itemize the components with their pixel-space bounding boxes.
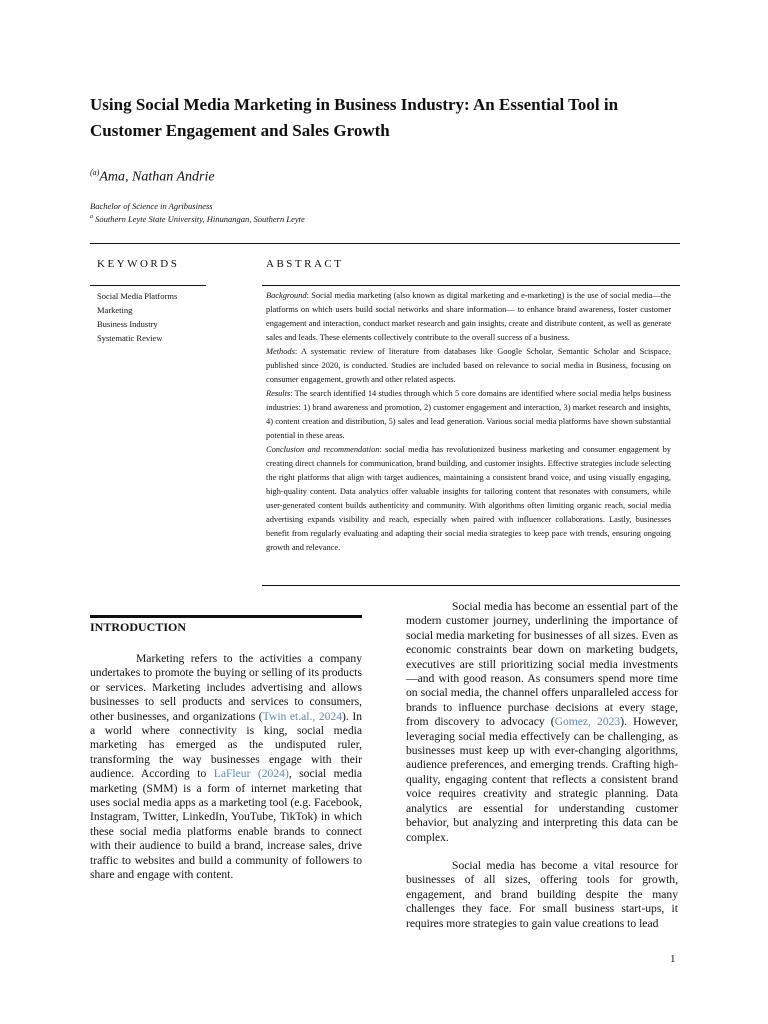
body-paragraph xyxy=(406,600,678,845)
abstract-results xyxy=(266,387,671,443)
top-rule xyxy=(90,243,680,244)
affiliation-program: Bachelor of Science in Agribusiness xyxy=(90,201,213,211)
citation-link[interactable]: Twin et.al., 2024 xyxy=(262,709,343,723)
introduction-column xyxy=(90,652,362,883)
author-line xyxy=(90,168,215,186)
abstract-body xyxy=(266,289,671,555)
abstract-background xyxy=(266,289,671,345)
paragraph-text: Social media has become an essential part of the modern customer journey, underlining the importance of social media marketing for businesses of all sizes. Even as economic constraints bear down on marketing budgets, executives are still prioritizing social media investments—and with good reason. As consumers spend more time on social media, the channel offers unparalleled access for brands to influence purchase decisions at every stage, from discovery to advocacy ( xyxy=(406,600,678,729)
keywords-heading: KEYWORDS xyxy=(97,258,180,270)
paragraph-text: ). However, leveraging social media effectively can be challenging, as businesses must keep up with ever-changing algorithms, audience preferences, and emerging trends. Crafting high-quality, engaging content that reflects a consistent brand voice requires creativity and strategic planning. Data analytics are essential for understanding customer behavior, but analyzing and interpreting this data can be complex. xyxy=(406,715,678,844)
abstract-heading: ABSTRACT xyxy=(266,258,344,270)
keyword-item: Marketing xyxy=(97,305,133,315)
affiliation-university xyxy=(90,214,305,224)
keyword-item: Social Media Platforms xyxy=(97,291,178,301)
abstract-background-label: Background xyxy=(266,291,307,300)
page-number: 1 xyxy=(670,953,676,965)
introduction-heading: INTRODUCTION xyxy=(90,620,187,634)
paragraph-text: ). In a world where connectivity is king, social media marketing has emerged as the undisputed ruler, transforming the way businesses engage with their audience. According to xyxy=(90,709,362,781)
body-paragraph: Social media has become a vital resource for businesses of all sizes, offering tools for growth, engagement, and brand building despite the many challenges they face. For small business start-ups, it requires more strategies to gain value creations to lead xyxy=(406,858,678,930)
keyword-item: Systematic Review xyxy=(97,333,163,343)
abstract-conclusion xyxy=(266,443,671,555)
author-affiliation-marker: (a) xyxy=(90,168,100,177)
abstract-results-label: Results xyxy=(266,389,291,398)
keywords-list xyxy=(97,289,177,345)
paragraph-text: , social media marketing (SMM) is a form of internet marketing that uses social media apps as a marketing tool (e.g. Facebook, Instagram, Twitter, LinkedIn, YouTube, TikTok) in which these social media platforms enable brands to connect with their audience to build a brand, increase sales, drive traffic to websites and build a community of followers to share and engage with content. xyxy=(90,767,362,882)
abstract-methods-label: Methods xyxy=(266,347,295,356)
abstract-background-text: : Social media marketing (also known as digital marketing and e-marketing) is the use of social media—the platforms on which users build social networks and share information— to enhance brand awareness, foster customer engagement and interaction, conduct market research and gain insights, create and distribute content, as well as generate sales and leads. These elements collectively contribute to the overall success of a business. xyxy=(266,291,671,342)
abstract-conclusion-text: : social media has revolutionized business marketing and consumer engagement by creating direct channels for communication, brand building, and customer insights. Effective strategies include selecting the right platforms that align with target audiences, maintaining a consistent brand voice, and using visually engaging, high-quality content. Data analytics offer valuable insights for tailoring content that resonates with consumers, while user-generated content builds authenticity and community. With algorithms often limiting organic reach, social media advertising expands visibility and reach, especially when paired with influencer collaborations. Lastly, businesses benefit from regularly evaluating and adapting their social media strategies to keep pace with trends, ensuring ongoing growth and relevance. xyxy=(266,445,671,552)
introduction-rule xyxy=(90,615,362,618)
abstract-rule xyxy=(262,285,680,286)
right-column xyxy=(406,600,678,931)
citation-link[interactable]: LaFleur (2024) xyxy=(213,767,289,781)
author-names: Ama, Nathan Andrie xyxy=(99,169,215,185)
affiliation-university-text: Southern Leyte State University, Hinunangan, Southern Leyte xyxy=(95,214,305,224)
affiliation-marker: a xyxy=(90,214,93,221)
introduction-paragraph xyxy=(90,652,362,883)
abstract-methods xyxy=(266,345,671,387)
citation-link[interactable]: Gomez, 2023 xyxy=(554,715,621,729)
keywords-rule xyxy=(90,285,206,286)
abstract-results-text: : The search identified 14 studies through which 5 core domains are identified where social media helps business industries: 1) brand awareness and promotion, 2) customer engagement and interaction, 3) market research and insights, 4) content creation and distribution, 5) sales and lead generation. Various social media platforms have shown substantial potential in these areas. xyxy=(266,389,671,440)
paragraph-text: Marketing refers to the activities a company undertakes to promote the buying or selling of its products or services. Marketing includes advertising and allows businesses to sell products and services to consumers, other businesses, and organizations ( xyxy=(90,652,362,723)
abstract-conclusion-label: Conclusion and recommendation xyxy=(266,445,380,454)
paper-title: Using Social Media Marketing in Business Industry: An Essential Tool in Customer Engagement and Sales Growth xyxy=(90,95,619,140)
abstract-bottom-rule xyxy=(262,585,680,586)
keyword-item: Business Industry xyxy=(97,319,158,329)
abstract-methods-text: : A systematic review of literature from databases like Google Scholar, Semantic Scholar and Scispace, published since 2020, is conducted. Studies are included based on relevance to social media in Business, focusing on consumer engagement, growth and other related aspects. xyxy=(266,347,671,384)
